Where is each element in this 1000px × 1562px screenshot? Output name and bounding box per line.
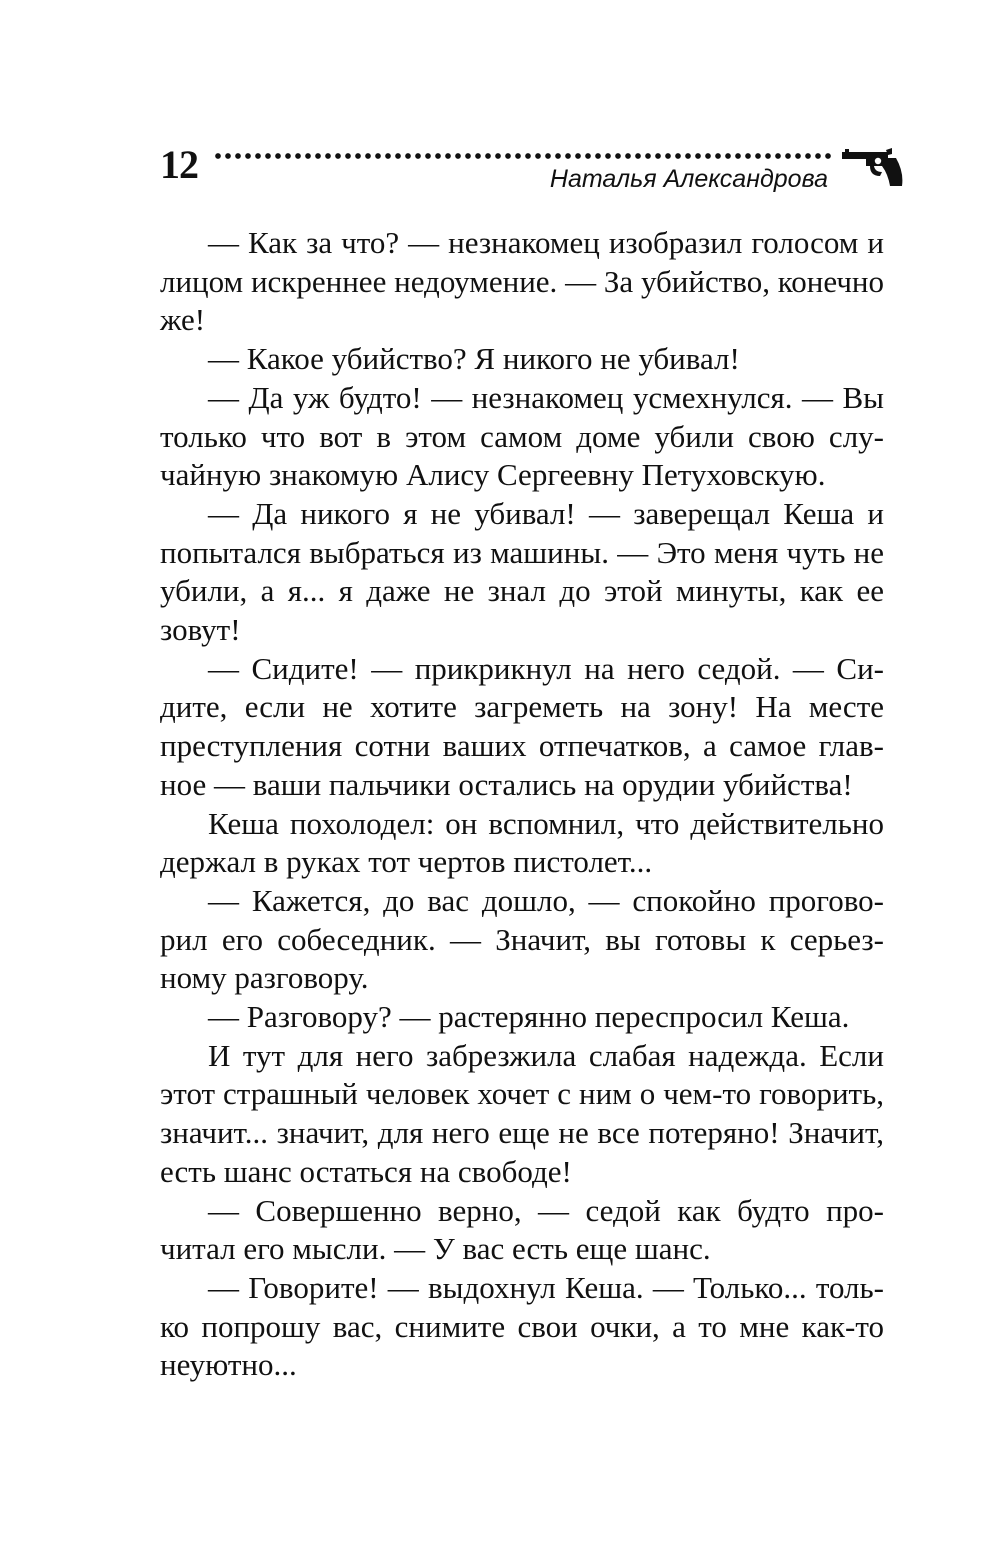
- dotted-rule: [213, 152, 833, 160]
- running-head-author: Наталья Александрова: [549, 165, 828, 193]
- paragraph-7: — Кажется, до вас дошло, — спокойно проговорил его собеседник. — Значит, вы готовы к серьезному разговору.: [160, 882, 884, 996]
- paragraph-5: — Сидите! — прикрикнул на него седой. — Сидите, если не хотите загреметь на зону! На месте преступления сотни ваших отпечатков, а самое главное — ваши пальчики остались на орудии убийства!: [160, 650, 884, 802]
- revolver-icon: [842, 146, 904, 188]
- paragraph-2: — Какое убийство? Я никого не убивал!: [208, 341, 740, 377]
- page-number: 12: [160, 142, 198, 187]
- paragraph-11: — Говорите! — выдохнул Кеша. — Только... только попрошу вас, снимите свои очки, а то мне как-то неуютно...: [160, 1269, 884, 1383]
- paragraph-10: — Совершенно верно, — седой как будто прочитал его мысли. — У вас есть еще шанс.: [160, 1192, 884, 1267]
- paragraph-1: — Как за что? — незнакомец изобразил голосом и лицом искреннее недоумение. — За убийство, конечно же!: [160, 225, 884, 338]
- body-text: [160, 224, 884, 1385]
- paragraph-9: И тут для него забрезжила слабая надежда. Если этот страшный человек хочет с ним о чем-то говорить, значит... значит, для него еще не все потеряно! Значит, есть шанс остаться на свободе!: [160, 1037, 884, 1189]
- paragraph-4: — Да никого я не убивал! — заверещал Кеша и попытался выбраться из машины. — Это меня чуть не убили, а я... я даже не знал до этой минуты, как ее зовут!: [160, 495, 884, 648]
- paragraph-3: — Да уж будто! — незнакомец усмехнулся. — Вы только что вот в этом самом доме убили свою случайную знакомую Алису Сергеевну Петуховскую.: [160, 379, 884, 493]
- paragraph-8: — Разговору? — растерянно переспросил Кеша.: [208, 999, 850, 1035]
- paragraph-6: Кеша похолодел: он вспомнил, что действительно держал в руках тот чертов пистолет...: [160, 805, 884, 880]
